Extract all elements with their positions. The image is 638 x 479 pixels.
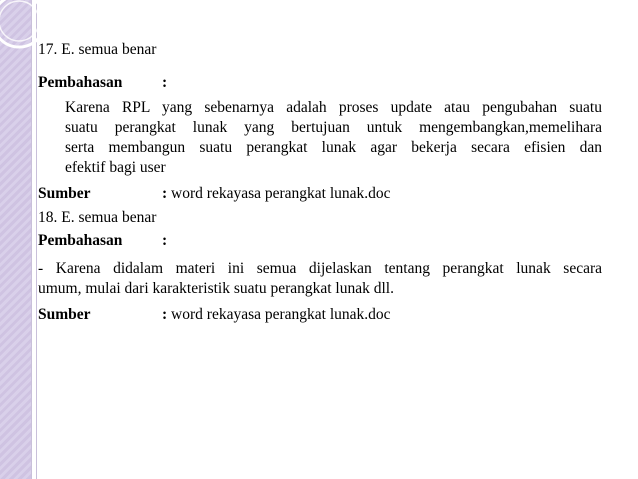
pembahasan-label: Pembahasan — [38, 232, 123, 249]
pembahasan-heading — [38, 231, 602, 251]
explanation-line: efektif bagi user — [65, 159, 166, 176]
explanation-line: Karena RPL yang sebenarnya adalah proses update atau pengubahan suatu — [65, 99, 602, 116]
sumber-label: Sumber — [38, 185, 91, 202]
pembahasan-heading — [38, 73, 602, 93]
slide-content — [38, 40, 602, 325]
answer-line: 17. E. semua benar — [38, 41, 157, 58]
pembahasan-colon: : — [162, 232, 168, 249]
sumber-value: word rekayasa perangkat lunak.doc — [171, 185, 391, 202]
decorative-sidebar — [0, 0, 31, 479]
explanation-line: umum, mulai dari karakteristik suatu perangkat lunak dll. — [38, 280, 394, 297]
sidebar-divider — [31, 0, 32, 479]
sumber-line — [38, 184, 602, 204]
sidebar-divider — [36, 0, 37, 479]
explanation-line: - Karena didalam materi ini semua dijelaskan tentang perangkat lunak secara — [38, 260, 602, 277]
explanation-line: serta membangun suatu perangkat lunak agar bekerja secara efisien dan — [65, 139, 602, 156]
answer-line: 18. E. semua benar — [38, 209, 157, 226]
pembahasan-colon: : — [162, 74, 168, 91]
sumber-value: word rekayasa perangkat lunak.doc — [171, 306, 391, 323]
pembahasan-label: Pembahasan — [38, 74, 123, 91]
sumber-line — [38, 305, 602, 325]
sumber-label: Sumber — [38, 306, 91, 323]
sumber-colon: : — [162, 185, 168, 202]
sumber-colon: : — [162, 306, 168, 323]
explanation-block — [38, 98, 602, 178]
explanation-line: suatu perangkat lunak yang bertujuan untuk mengembangkan,memelihara — [65, 119, 602, 136]
